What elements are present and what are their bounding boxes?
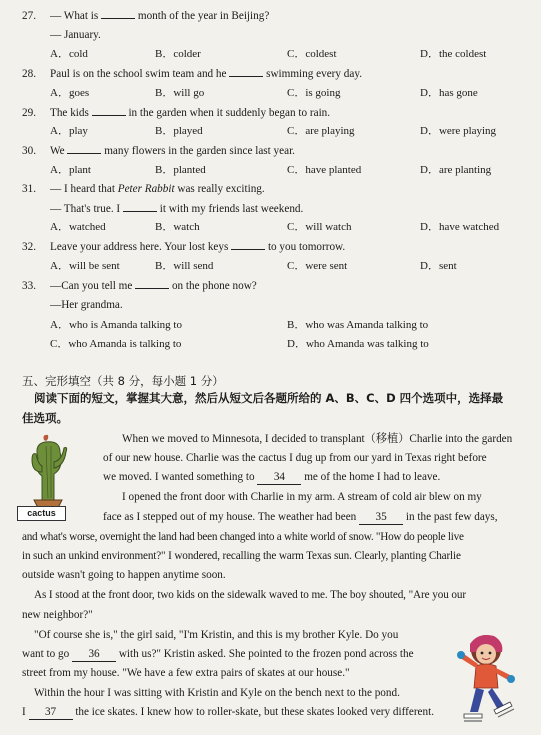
option-a[interactable]: A．will be sent [50, 260, 120, 272]
passage-line: When we moved to Minnesota, I decided to transplant（移植）Charlie into the garden [122, 433, 513, 445]
option-c[interactable]: C．coldest [287, 48, 337, 60]
section-heading: 五、完形填空（共 8 分，每小题 1 分） [22, 374, 224, 388]
answer-blank[interactable] [92, 105, 126, 116]
option-c[interactable]: C．who Amanda is talking to [50, 338, 182, 350]
question-30 [22, 143, 295, 158]
option-b[interactable]: B．colder [155, 48, 201, 60]
option-d[interactable]: D．who Amanda was talking to [287, 338, 429, 350]
question-text: — What is month of the year in Beijing? [50, 10, 270, 22]
question-text: —Can you tell me on the phone now? [50, 280, 257, 292]
question-text: Leave your address here. Your lost keys to you tomorrow. [50, 241, 346, 253]
passage-line: "Of course she is," the girl said, "I'm Kristin, and this is my brother Kyle. Do you [34, 629, 399, 641]
passage-line: of our new house. Charlie was the cactus I dug up from our yard in Texas right before [103, 452, 487, 464]
option-c[interactable]: C．have planted [287, 164, 362, 176]
option-b[interactable]: B．played [155, 125, 203, 137]
passage-line: outside wasn't going to happen anytime soon. [22, 569, 226, 581]
answer-blank[interactable] [231, 239, 265, 250]
question-number: 29. [22, 107, 36, 119]
option-d[interactable]: D．were playing [420, 125, 497, 137]
question-27 [22, 8, 269, 23]
question-text: — I heard that Peter Rabbit was really exciting. [50, 183, 265, 195]
answer-blank[interactable] [67, 143, 101, 154]
option-d[interactable]: D．have watched [420, 221, 500, 233]
passage-line: in such an unkind environment?" I wondered, recalling the warm Texas sun. Clearly, planting Charlie [22, 550, 461, 562]
passage-line: and what's worse, overnight the land had been changed into a white world of snow. "How do people live [22, 531, 464, 543]
option-a[interactable]: A．who is Amanda talking to [50, 319, 182, 331]
blank-35[interactable]: 35 [359, 510, 403, 525]
question-31 [22, 182, 265, 196]
option-b[interactable]: B．who was Amanda talking to [287, 319, 429, 331]
option-b[interactable]: B．planted [155, 164, 206, 176]
question-number: 32. [22, 241, 36, 253]
passage-line: I 37 the ice skates. I knew how to roller-skate, but these skates looked very different. [22, 706, 435, 718]
question-32 [22, 239, 345, 254]
question-31-line2: — That's true. I it with my friends last weekend. [50, 203, 304, 215]
option-a[interactable]: A．play [50, 125, 88, 137]
option-b[interactable]: B．will send [155, 260, 214, 272]
question-33-line2: —Her grandma. [50, 299, 123, 311]
option-c[interactable]: C．are playing [287, 125, 355, 137]
passage-line: street from my house. "We have a few extra pairs of skates at our house." [22, 667, 350, 679]
answer-blank[interactable] [135, 278, 169, 289]
skater-girl-illustration [448, 632, 526, 728]
blank-36[interactable]: 36 [72, 647, 116, 662]
option-a[interactable]: A．watched [50, 221, 106, 233]
passage-line: new neighbor?" [22, 609, 93, 621]
question-text: We many flowers in the garden since last year. [50, 145, 295, 157]
option-d[interactable]: D．are planting [420, 164, 492, 176]
blank-34[interactable]: 34 [257, 470, 301, 485]
answer-blank[interactable] [123, 201, 157, 212]
question-29 [22, 105, 330, 120]
answer-blank[interactable] [101, 8, 135, 19]
option-b[interactable]: B．watch [155, 221, 200, 233]
passage-line: face as I stepped out of my house. The weather had been 35 in the past few days, [103, 511, 498, 523]
passage-line: I opened the front door with Charlie in my arm. A stream of cold air blew on my [122, 491, 482, 503]
option-b[interactable]: B．will go [155, 87, 205, 99]
blank-37[interactable]: 37 [29, 705, 73, 720]
question-27-line2: — January. [50, 29, 101, 41]
option-d[interactable]: D．sent [420, 260, 457, 272]
option-d[interactable]: D．has gone [420, 87, 478, 99]
answer-blank[interactable] [229, 66, 263, 77]
option-a[interactable]: A．cold [50, 48, 88, 60]
passage-line: Within the hour I was sitting with Kristin and Kyle on the bench next to the pond. [34, 687, 400, 699]
option-c[interactable]: C．is going [287, 87, 341, 99]
question-number: 28. [22, 68, 36, 80]
question-number: 33. [22, 280, 36, 292]
option-d[interactable]: D．the coldest [420, 48, 487, 60]
section-instructions: 阅读下面的短文，掌握其大意，然后从短文后各题所给的 A、B、C、D 四个选项中，选择最 [34, 391, 504, 405]
option-a[interactable]: A．goes [50, 87, 90, 99]
question-28 [22, 66, 362, 81]
section-instructions-cont: 佳选项。 [22, 411, 68, 425]
option-a[interactable]: A．plant [50, 164, 91, 176]
question-33 [22, 278, 257, 293]
question-number: 30. [22, 145, 36, 157]
option-c[interactable]: C．were sent [287, 260, 348, 272]
passage-line: As I stood at the front door, two kids on the sidewalk waved to me. The boy shouted, "Are you our [34, 589, 467, 601]
question-number: 31. [22, 183, 36, 195]
passage-line: we moved. I wanted something to 34 me of the home I had to leave. [103, 471, 441, 483]
question-text: The kids in the garden when it suddenly began to rain. [50, 107, 331, 119]
question-text: Paul is on the school swim team and he swimming every day. [50, 68, 362, 80]
option-c[interactable]: C．will watch [287, 221, 352, 233]
question-number: 27. [22, 10, 36, 22]
passage-line: want to go 36 with us?" Kristin asked. She pointed to the frozen pond across the [22, 648, 414, 660]
cactus-caption: cactus [17, 506, 66, 521]
